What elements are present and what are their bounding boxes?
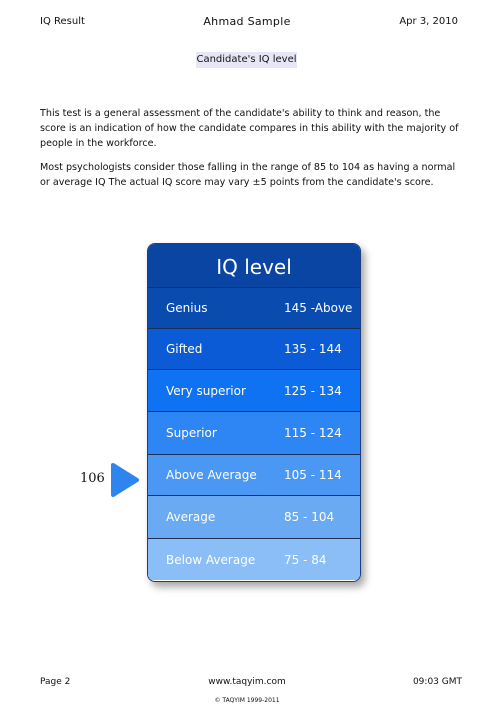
score-value: 106: [80, 471, 105, 486]
iq-row-gifted: [148, 329, 360, 370]
iq-row-average: [148, 496, 360, 539]
iq-row-label: Superior: [166, 426, 217, 440]
iq-row-superior: [148, 412, 360, 455]
section-title: Candidate's IQ level: [196, 52, 297, 68]
header-report-name: IQ Result: [40, 16, 85, 27]
score-pointer-icon: [110, 462, 140, 498]
header-date: Apr 3, 2010: [399, 16, 458, 27]
footer-time: 09:03 GMT: [412, 677, 462, 687]
iq-row-range: 125 - 134: [284, 383, 342, 398]
iq-row-range: 85 - 104: [284, 510, 335, 524]
description-paragraph: This test is a general assessment of the candidate's ability to think and reason, the score is an indication of how the candidate compares in this ability with the majority of people in the workforce.: [40, 108, 459, 149]
iq-row-below-average: [148, 539, 360, 580]
iq-row-range: 75 - 84: [284, 552, 327, 567]
score-marker: [78, 462, 150, 498]
iq-row-range: 105 - 114: [284, 468, 342, 482]
footer-page-number: Page 2: [40, 677, 71, 687]
iq-table-title: IQ level: [148, 244, 360, 288]
iq-row-label: Average: [166, 510, 216, 524]
footer-copyright: © TAQYIM 1999-2011: [214, 697, 280, 704]
iq-row-genius: [148, 288, 360, 329]
iq-row-label: Very superior: [166, 383, 246, 398]
iq-row-label: Above Average: [166, 468, 257, 482]
iq-level-table: [147, 243, 361, 582]
footer-website: www.taqyim.com: [208, 677, 286, 687]
header-candidate-name: Ahmad Sample: [203, 15, 291, 28]
iq-row-above-average: [148, 455, 360, 496]
iq-row-range: 145 -Above: [284, 301, 353, 315]
iq-row-label: Genius: [166, 301, 208, 315]
iq-row-range: 115 - 124: [284, 426, 342, 440]
score-note-paragraph: Most psychologists consider those falling in the range of 85 to 104 as having a normal or average IQ The actual IQ score may vary ±5 points from the candidate's score.: [40, 162, 456, 188]
iq-row-label: Gifted: [166, 342, 203, 356]
iq-row-very-superior: [148, 370, 360, 412]
iq-row-range: 135 - 144: [284, 342, 342, 356]
iq-row-label: Below Average: [166, 552, 256, 567]
